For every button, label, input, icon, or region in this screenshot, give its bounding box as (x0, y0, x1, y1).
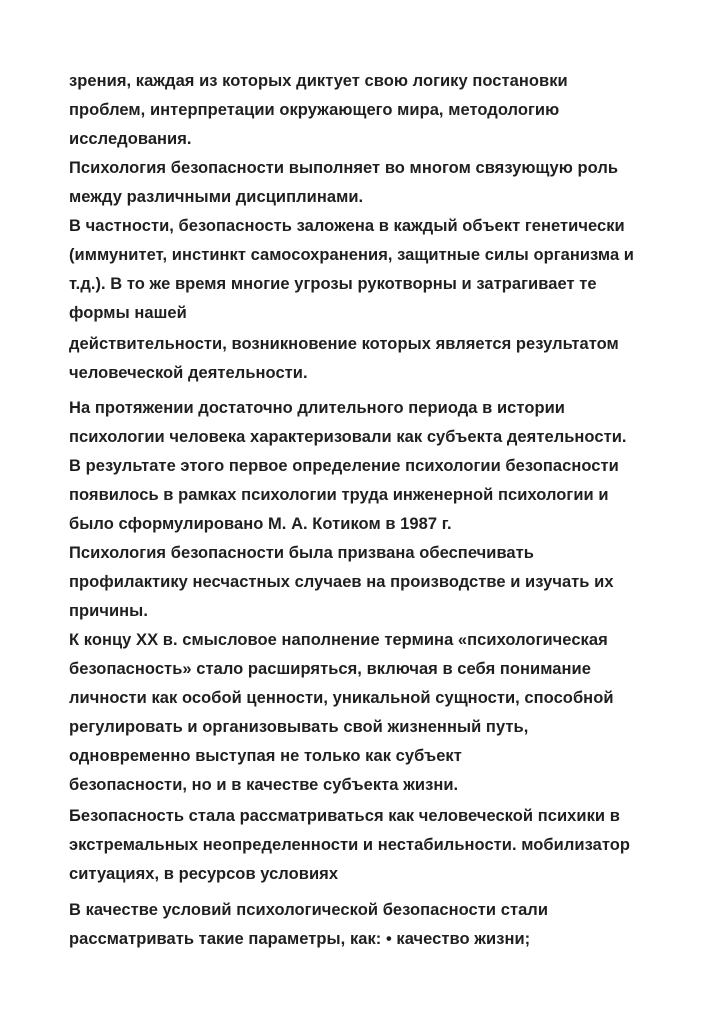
text-line: появилось в рамках психологии труда инженерной психологии и (69, 486, 609, 504)
text-line: зрения, каждая из которых диктует свою логику постановки (69, 72, 568, 90)
text-line: безопасность» стало расширяться, включая в себя понимание (69, 660, 591, 678)
text-line: Психология безопасности выполняет во многом связующую роль (69, 159, 619, 177)
text-line: В результате этого первое определение психологии безопасности (69, 457, 619, 475)
text-line: т.д.). В то же время многие угрозы рукотворны и затрагивает те (69, 275, 597, 293)
text-line: ситуациях, в ресурсов условиях (69, 865, 339, 883)
text-line: В частности, безопасность заложена в каждый объект генетически (69, 217, 625, 235)
text-line: (иммунитет, инстинкт самосохранения, защитные силы организма и (69, 246, 634, 264)
text-line: одновременно выступая не только как субъект (69, 747, 462, 765)
text-line: К концу XX в. смысловое наполнение термина «психологическая (69, 631, 608, 649)
text-line: рассматривать такие параметры, как: • качество жизни; (69, 930, 531, 948)
text-line: исследования. (69, 130, 192, 148)
text-line: Психология безопасности была призвана обеспечивать (69, 544, 534, 562)
text-line: В качестве условий психологической безопасности стали (69, 901, 549, 919)
text-line: регулировать и организовывать свой жизненный путь, (69, 718, 529, 736)
text-line: экстремальных неопределенности и нестабильности. мобилизатор (69, 836, 631, 854)
text-line: было сформулировано М. А. Котиком в 1987 г. (69, 515, 452, 533)
text-line: На протяжении достаточно длительного периода в истории (69, 399, 565, 417)
text-line: формы нашей (69, 304, 187, 322)
text-line: между различными дисциплинами. (69, 188, 364, 206)
text-line: причины. (69, 602, 148, 620)
text-line: личности как особой ценности, уникальной сущности, способной (69, 689, 614, 707)
text-line: действительности, возникновение которых является результатом (69, 335, 619, 353)
text-line: профилактику несчастных случаев на производстве и изучать их (69, 573, 614, 591)
text-line: человеческой деятельности. (69, 364, 308, 382)
text-line: Безопасность стала рассматриваться как человеческой психики в (69, 807, 620, 825)
text-line: психологии человека характеризовали как субъекта деятельности. (69, 428, 627, 446)
text-line: безопасности, но и в качестве субъекта жизни. (69, 776, 459, 794)
text-line: проблем, интерпретации окружающего мира, методологию (69, 101, 560, 119)
